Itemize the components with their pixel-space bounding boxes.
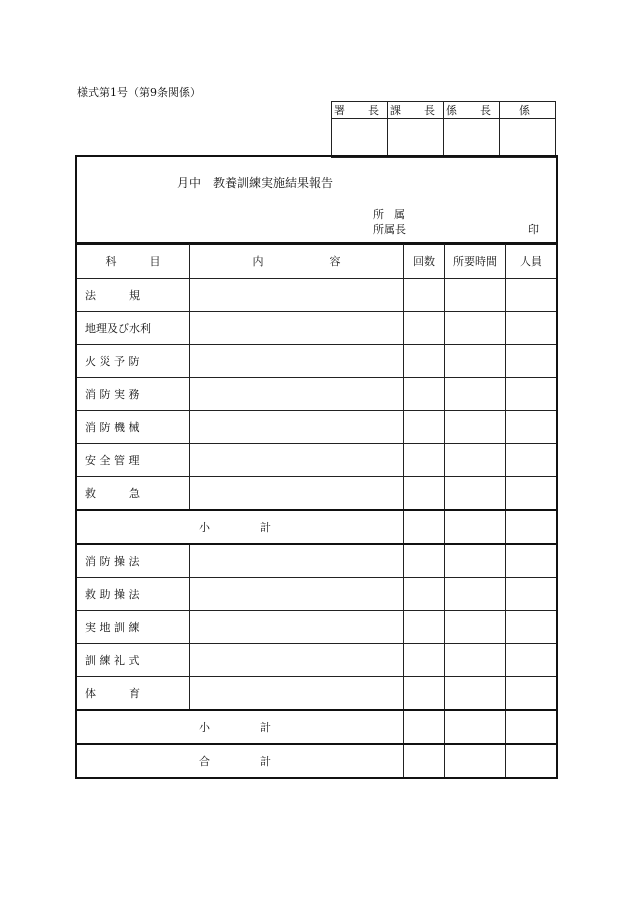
people-cell[interactable] bbox=[506, 444, 558, 477]
content-cell[interactable] bbox=[190, 477, 404, 511]
table-row bbox=[76, 411, 557, 444]
approval-label: 課 長 bbox=[388, 102, 444, 119]
table-row bbox=[76, 378, 557, 411]
time-cell[interactable] bbox=[445, 710, 506, 744]
content-cell[interactable] bbox=[190, 411, 404, 444]
time-cell[interactable] bbox=[445, 312, 506, 345]
time-cell[interactable] bbox=[445, 345, 506, 378]
subject-cell: 訓 練 礼 式 bbox=[76, 644, 190, 677]
time-cell[interactable] bbox=[445, 411, 506, 444]
approval-label: 署 長 bbox=[332, 102, 388, 119]
table-row bbox=[76, 444, 557, 477]
table-row bbox=[76, 611, 557, 644]
time-cell[interactable] bbox=[445, 477, 506, 511]
content-cell[interactable] bbox=[190, 444, 404, 477]
count-cell[interactable] bbox=[404, 312, 445, 345]
content-cell[interactable] bbox=[190, 312, 404, 345]
count-cell[interactable] bbox=[404, 411, 445, 444]
content-cell[interactable] bbox=[190, 644, 404, 677]
time-cell[interactable] bbox=[445, 279, 506, 312]
subject-cell: 消 防 操 法 bbox=[76, 544, 190, 578]
subtotal-label: 小計 bbox=[76, 710, 404, 744]
subject-cell: 火 災 予 防 bbox=[76, 345, 190, 378]
column-header-subject: 科 目 bbox=[76, 243, 190, 279]
training-report-table bbox=[75, 242, 558, 779]
table-row bbox=[76, 345, 557, 378]
table-row bbox=[76, 477, 557, 511]
content-cell[interactable] bbox=[190, 611, 404, 644]
count-cell[interactable] bbox=[404, 378, 445, 411]
column-header-content: 内 容 bbox=[190, 243, 404, 279]
time-cell[interactable] bbox=[445, 444, 506, 477]
count-cell[interactable] bbox=[404, 710, 445, 744]
people-cell[interactable] bbox=[506, 345, 558, 378]
approval-stamp-box[interactable] bbox=[332, 119, 388, 158]
time-cell[interactable] bbox=[445, 744, 506, 778]
affiliation-label: 所属 bbox=[373, 208, 415, 221]
content-cell[interactable] bbox=[190, 578, 404, 611]
table-header-row bbox=[76, 243, 557, 279]
count-cell[interactable] bbox=[404, 345, 445, 378]
count-cell[interactable] bbox=[404, 677, 445, 711]
count-cell[interactable] bbox=[404, 444, 445, 477]
approval-stamp-box[interactable] bbox=[444, 119, 500, 158]
people-cell[interactable] bbox=[506, 477, 558, 511]
people-cell[interactable] bbox=[506, 510, 558, 544]
column-header-count: 回数 bbox=[404, 243, 445, 279]
count-cell[interactable] bbox=[404, 477, 445, 511]
time-cell[interactable] bbox=[445, 510, 506, 544]
time-cell[interactable] bbox=[445, 544, 506, 578]
subject-cell: 安 全 管 理 bbox=[76, 444, 190, 477]
table-row bbox=[76, 312, 557, 345]
table-row bbox=[76, 279, 557, 312]
subject-cell: 法 規 bbox=[76, 279, 190, 312]
form-id: 様式第1号（第9条関係） bbox=[77, 86, 201, 99]
people-cell[interactable] bbox=[506, 578, 558, 611]
time-cell[interactable] bbox=[445, 611, 506, 644]
people-cell[interactable] bbox=[506, 411, 558, 444]
people-cell[interactable] bbox=[506, 710, 558, 744]
subject-cell: 消 防 実 務 bbox=[76, 378, 190, 411]
people-cell[interactable] bbox=[506, 378, 558, 411]
subject-cell: 地理及び水利 bbox=[76, 312, 190, 345]
people-cell[interactable] bbox=[506, 312, 558, 345]
affiliation-head-label: 所属長 bbox=[373, 223, 406, 236]
count-cell[interactable] bbox=[404, 279, 445, 312]
seal-mark: 印 bbox=[528, 223, 539, 236]
approval-stamp-table bbox=[331, 101, 556, 158]
approval-stamp-box[interactable] bbox=[500, 119, 556, 158]
content-cell[interactable] bbox=[190, 677, 404, 711]
table-row bbox=[76, 544, 557, 578]
count-cell[interactable] bbox=[404, 578, 445, 611]
content-cell[interactable] bbox=[190, 378, 404, 411]
subject-cell: 消 防 機 械 bbox=[76, 411, 190, 444]
count-cell[interactable] bbox=[404, 510, 445, 544]
subject-cell: 救 急 bbox=[76, 477, 190, 511]
table-row bbox=[76, 578, 557, 611]
people-cell[interactable] bbox=[506, 544, 558, 578]
time-cell[interactable] bbox=[445, 578, 506, 611]
subtotal-label: 小計 bbox=[76, 510, 404, 544]
content-cell[interactable] bbox=[190, 345, 404, 378]
subject-cell: 体 育 bbox=[76, 677, 190, 711]
content-cell[interactable] bbox=[190, 279, 404, 312]
approval-stamp-box[interactable] bbox=[388, 119, 444, 158]
people-cell[interactable] bbox=[506, 279, 558, 312]
table-row bbox=[76, 677, 557, 711]
approval-label: 係 bbox=[500, 102, 556, 119]
subtotal-row bbox=[76, 510, 557, 544]
subtotal-row bbox=[76, 710, 557, 744]
subject-cell: 救 助 操 法 bbox=[76, 578, 190, 611]
time-cell[interactable] bbox=[445, 378, 506, 411]
column-header-people: 人員 bbox=[506, 243, 558, 279]
total-label: 合計 bbox=[76, 744, 404, 778]
report-title: 月中 教養訓練実施結果報告 bbox=[177, 176, 334, 190]
people-cell[interactable] bbox=[506, 677, 558, 711]
count-cell[interactable] bbox=[404, 611, 445, 644]
people-cell[interactable] bbox=[506, 644, 558, 677]
time-cell[interactable] bbox=[445, 644, 506, 677]
column-header-time: 所要時間 bbox=[445, 243, 506, 279]
count-cell[interactable] bbox=[404, 744, 445, 778]
report-header bbox=[75, 155, 558, 245]
content-cell[interactable] bbox=[190, 544, 404, 578]
count-cell[interactable] bbox=[404, 644, 445, 677]
table-row bbox=[76, 644, 557, 677]
people-cell[interactable] bbox=[506, 611, 558, 644]
count-cell[interactable] bbox=[404, 544, 445, 578]
time-cell[interactable] bbox=[445, 677, 506, 711]
total-row bbox=[76, 744, 557, 778]
people-cell[interactable] bbox=[506, 744, 558, 778]
approval-label: 係 長 bbox=[444, 102, 500, 119]
subject-cell: 実 地 訓 練 bbox=[76, 611, 190, 644]
